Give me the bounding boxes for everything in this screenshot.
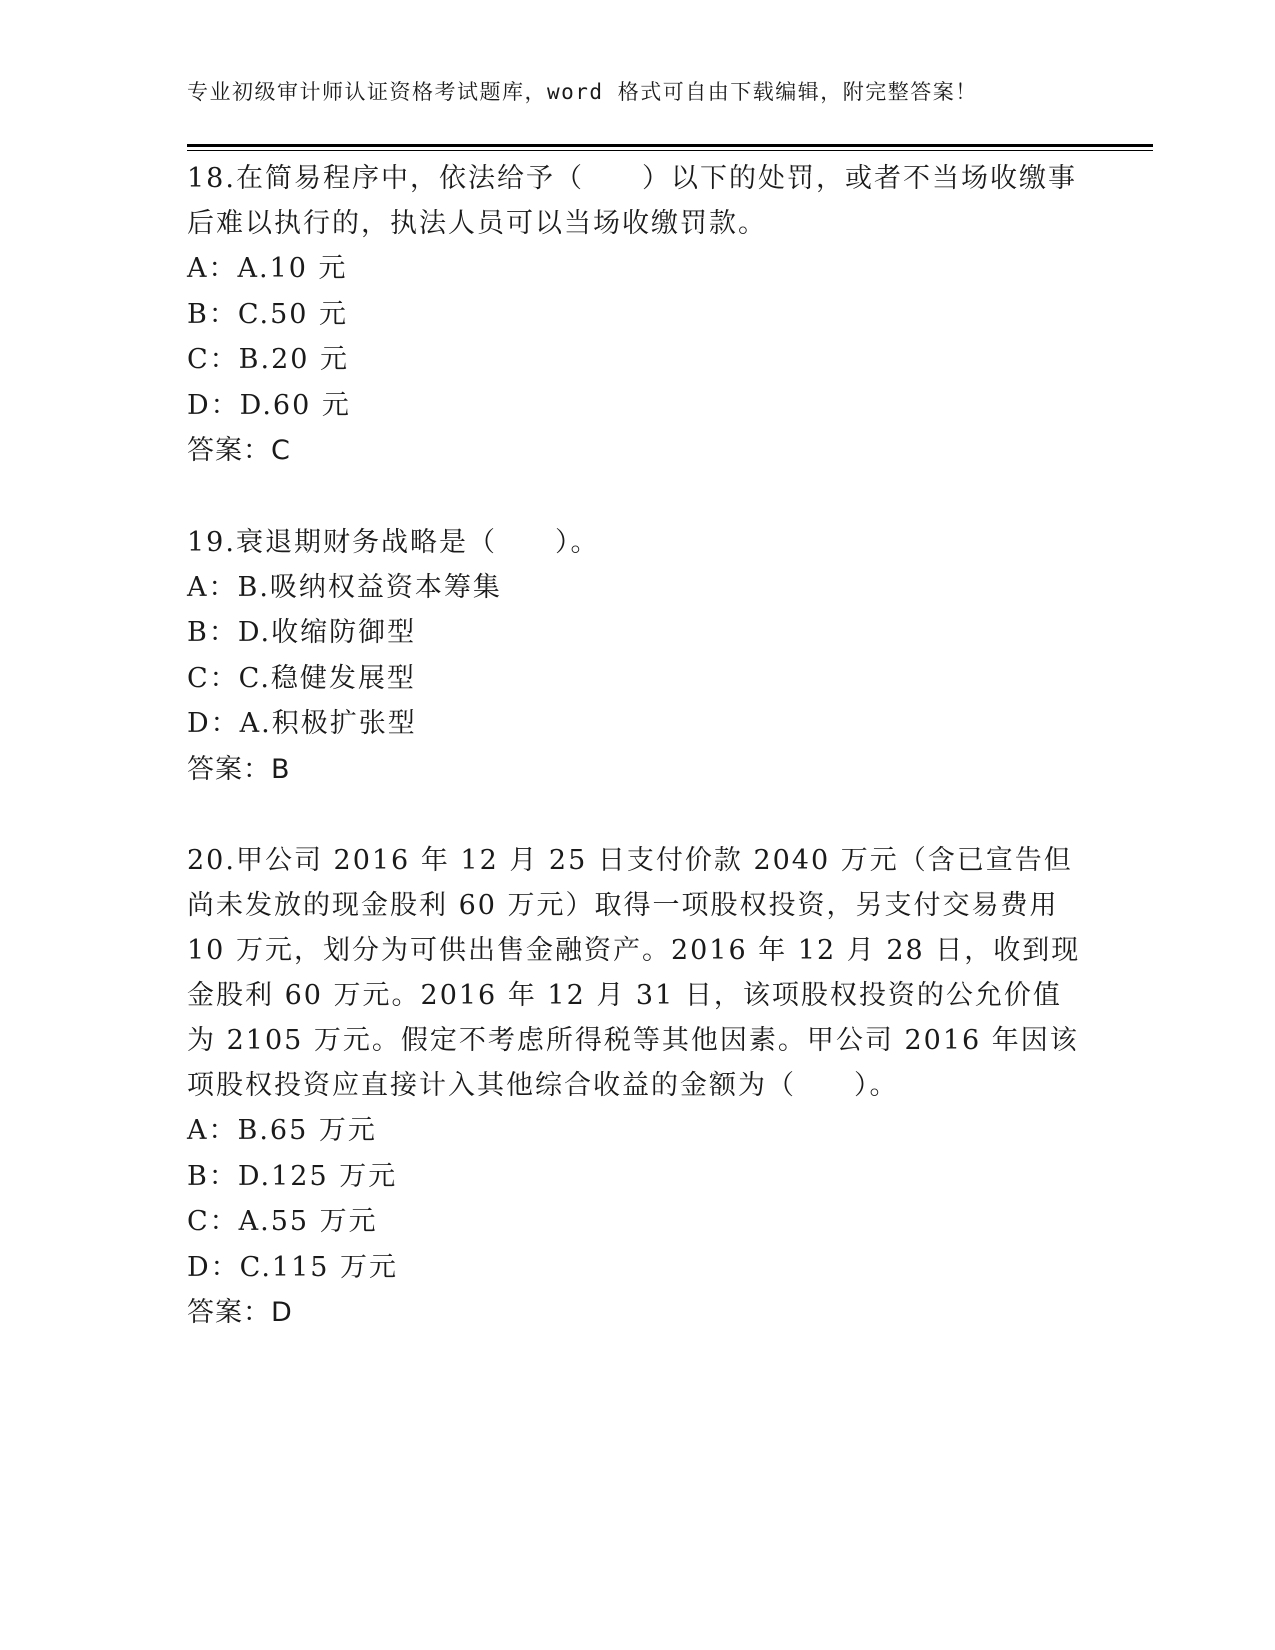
option-d: D：D.60 元 <box>187 389 351 421</box>
option-a: A：B.吸纳权益资本筹集 <box>187 571 502 603</box>
option-a: A：A.10 元 <box>187 253 348 284</box>
answer: 答案：D <box>187 1297 293 1328</box>
option-d: D：A.积极扩张型 <box>187 708 417 739</box>
answer: 答案：C <box>187 435 291 466</box>
option-b: B：D.收缩防御型 <box>187 617 417 648</box>
option-c: C：C.稳健发展型 <box>187 662 416 694</box>
option-d: D：C.115 万元 <box>187 1251 399 1283</box>
header-rule-thick <box>187 144 1153 147</box>
page-header: 专业初级审计师认证资格考试题库，word 格式可自由下载编辑，附完整答案！ <box>187 80 978 104</box>
option-b: B：C.50 元 <box>187 298 349 330</box>
question-18 <box>187 156 1087 474</box>
answer: 答案：B <box>187 753 291 785</box>
question-20 <box>187 838 1087 1336</box>
question-text: 19.衰退期财务战略是（ ）。 <box>187 526 600 558</box>
header-rule-thin <box>187 150 1153 151</box>
option-c: C：A.55 万元 <box>187 1206 378 1237</box>
question-19 <box>187 520 1087 793</box>
question-text: 20.甲公司 2016 年 12 月 25 日支付价款 2040 万元（含已宣告但尚未发放的现金股利 60 万元）取得一项股权投资，另支付交易费用 10 万元，划分为可供出售金融资产。2016 年 12 月 28 日，收到现金股利 60 万元。2016 年 12 月 31 日，该项股权投资的公允价值为 2105 万元。假定不考虑所得税等其他因素。甲公司 2016 年因该项股权投资应直接计入其他综合收益的金额为（ ）。 <box>187 845 1081 1101</box>
option-a: A：B.65 万元 <box>187 1115 377 1146</box>
question-text: 18.在简易程序中，依法给予（ ）以下的处罚，或者不当场收缴事后难以执行的，执法人员可以当场收缴罚款。 <box>187 163 1077 239</box>
option-c: C：B.20 元 <box>187 344 350 375</box>
option-b: B：D.125 万元 <box>187 1160 398 1192</box>
question-list <box>187 156 1087 1382</box>
